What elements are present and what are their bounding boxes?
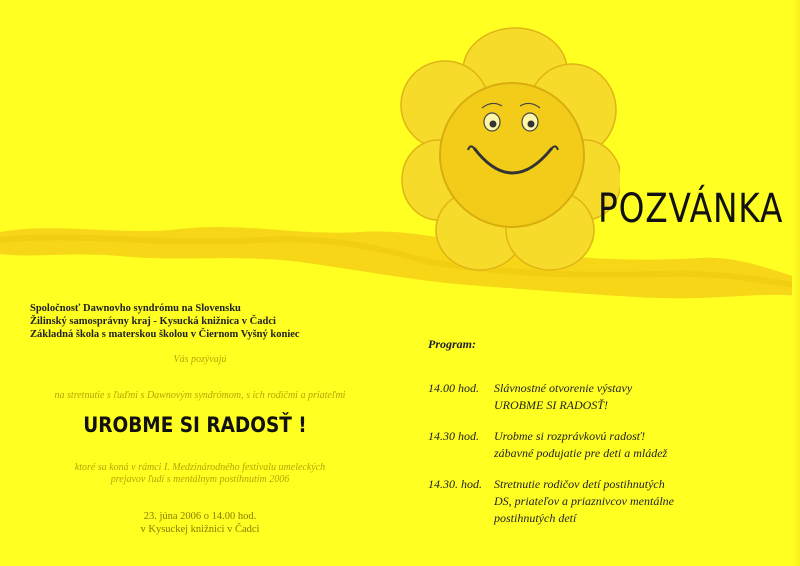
program-item xyxy=(428,428,667,462)
program-line: UROBME SI RADOSŤ! xyxy=(494,398,608,412)
program-line: zábavné podujatie pre deti a mládež xyxy=(494,446,668,460)
program-heading: Program: xyxy=(428,337,476,351)
organizer-line: Spoločnosť Dawnovho syndrómu na Slovensku xyxy=(30,303,241,314)
event-venue: v Kysuckej knižnici v Čadci xyxy=(140,524,260,535)
festival-text xyxy=(0,462,400,486)
program-line: Slávnostné otvorenie výstavy xyxy=(494,381,633,395)
program-item xyxy=(428,380,632,414)
page-title: POZVÁNKA xyxy=(598,186,784,232)
event-datetime xyxy=(0,510,400,536)
program-line: Stretnutie rodičov detí postihnutých xyxy=(494,477,665,491)
organizers-list xyxy=(30,302,300,341)
program-time: 14.00 hod. xyxy=(428,381,479,395)
program-time: 14.30. hod. xyxy=(428,477,482,491)
program-item xyxy=(428,476,674,527)
festival-line: prejavov ľudí s mentálnym postihnutím 2006 xyxy=(110,474,290,485)
invite-text: Vás pozývajú xyxy=(173,354,227,365)
smiley-face xyxy=(440,83,584,227)
program-line: postihnutých detí xyxy=(494,511,577,525)
festival-line: ktoré sa koná v rámci I. Medzinárodného festivalu umeleckých xyxy=(74,462,326,473)
page-edge xyxy=(792,0,800,566)
meeting-text: na stretnutie s ľuďmi s Dawnovým syndrómom, s ich rodičmi a priateľmi xyxy=(54,390,346,401)
organizer-line: Základná škola s materskou školou v Čiernom Vyšný koniec xyxy=(30,329,300,340)
program-time: 14.30 hod. xyxy=(428,429,479,443)
program-line: Urobme si rozprávkovú radosť! xyxy=(494,429,646,443)
smiling-flower-illustration xyxy=(400,20,620,280)
event-title: UROBME SI RADOSŤ ! xyxy=(83,413,307,437)
organizer-line: Žilinský samosprávny kraj - Kysucká knižnica v Čadci xyxy=(30,316,276,327)
program-line: DS, priateľov a priaznivcov mentálne xyxy=(494,494,674,508)
event-date: 23. júna 2006 o 14.00 hod. xyxy=(143,511,257,522)
